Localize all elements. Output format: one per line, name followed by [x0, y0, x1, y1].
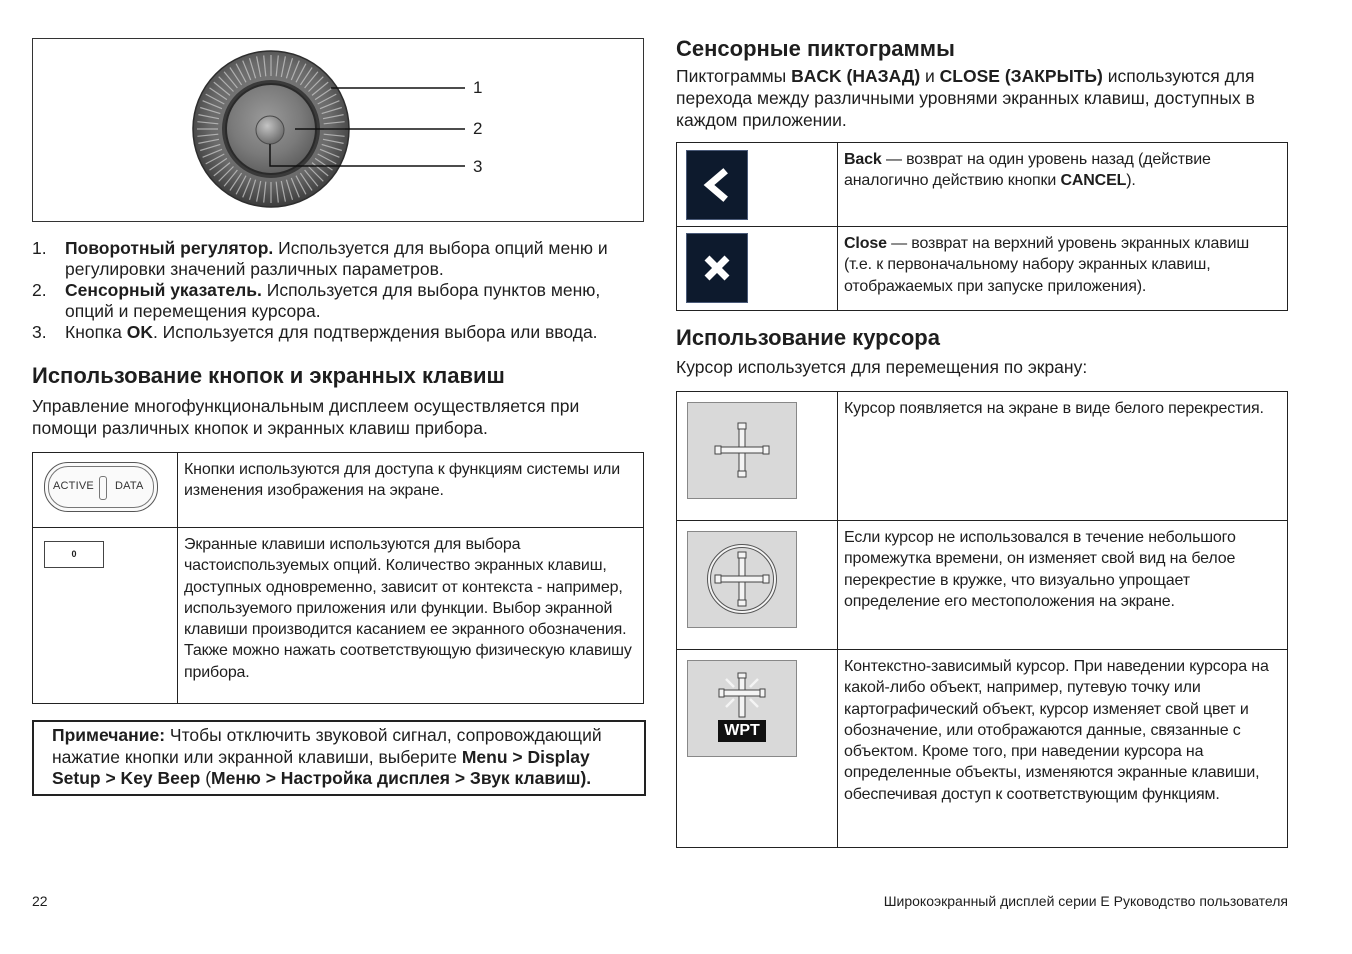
note-text: ( [200, 768, 212, 788]
menu-path-en: Menu > Display Setup > Key Beep [52, 746, 590, 788]
list-number: 3. [32, 322, 47, 342]
data-label: DATA [115, 480, 144, 492]
left-column [32, 38, 644, 796]
description-cell: Back — возврат на один уровень назад (действие аналогично действию кнопки CANCEL). [838, 143, 1288, 227]
list-number: 1. [32, 238, 47, 258]
touch-icons-table [676, 142, 1288, 311]
description-cell: Если курсор не использовался в течение небольшого промежутка времени, он изменяет свой вид на белое перекрестие в кружке, что визуально упрощает определение его местоположения на экране. [838, 521, 1288, 650]
description-cell: Close — возврат на верхний уровень экранных клавиш (т.е. к первоначальному набору экранных клавиш, отображаемых при запуске приложения). [838, 227, 1288, 311]
section-heading: Сенсорные пиктограммы [676, 36, 955, 61]
list-item [32, 238, 644, 280]
section-heading: Использование кнопок и экранных клавиш [32, 363, 505, 388]
table-row [677, 227, 1288, 311]
table-row [33, 453, 644, 528]
controls-list [32, 238, 644, 343]
list-number: 2. [32, 280, 47, 300]
table-row [33, 528, 644, 704]
cursor-table [676, 391, 1288, 848]
buttons-table [32, 452, 644, 704]
section-intro: Курсор используется для перемещения по экрану: [676, 357, 1088, 377]
active-label: ACTIVE [53, 480, 94, 492]
section-intro: Управление многофункциональным дисплеем осуществляется при помощи различных кнопок и экранных клавиш прибора. [32, 396, 580, 438]
description-cell: Курсор появляется на экране в виде белого перекрестия. [838, 392, 1288, 521]
page-number: 22 [32, 893, 48, 909]
list-text: Кнопка [65, 322, 127, 342]
list-term: Сенсорный указатель. [65, 280, 262, 300]
back-chevron-icon [686, 150, 748, 220]
icon-cell [677, 143, 838, 227]
rotary-control-illustration [33, 39, 643, 221]
list-text: . Используется для подтверждения выбора или ввода. [152, 322, 598, 342]
note-label: Примечание: [52, 725, 166, 745]
description-cell: Контекстно-зависимый курсор. При наведении курсора на какой-либо объект, например, путевую точку или картографический объект, курсор изменяет свой цвет и обозначение, или отображаются данные, связанные с объектом. Кроме того, при наведении курсора на определенные объекты, изменяются экранные клавиши, обеспечивая доступ к соответствующим функциям. [838, 650, 1288, 848]
callout-1: 1 [473, 78, 483, 97]
description-cell: Кнопки используются для доступа к функциям системы или изменения изображения на экране. [178, 453, 644, 528]
section-heading: Использование курсора [676, 325, 940, 350]
wpt-cursor-icon [687, 660, 797, 757]
icon-cell [33, 453, 178, 528]
icon-cell [677, 650, 838, 848]
section-intro: Пиктограммы BACK (НАЗАД) и CLOSE (ЗАКРЫТЬ) используются для перехода между различными уровнями экранных клавиш, доступных в каждом приложении. [676, 66, 1255, 130]
icon-cell [33, 528, 178, 704]
list-item [32, 322, 644, 343]
table-row [677, 521, 1288, 650]
table-row [677, 650, 1288, 848]
icon-cell [677, 521, 838, 650]
close-x-icon [686, 233, 748, 303]
list-text: Используется для выбора пунктов меню, опций и перемещения курсора. [65, 280, 601, 321]
right-column [676, 36, 1288, 848]
footer-title: Широкоэкранный дисплей серии E Руководство пользователя [883, 893, 1288, 909]
callout-3: 3 [473, 157, 483, 176]
icon-cell [677, 227, 838, 311]
list-text: Используется для выбора опций меню и регулировки значений различных параметров. [65, 238, 608, 279]
description-cell: Экранные клавиши используются для выбора частоиспользуемых опций. Количество экранных клавиш, доступных одновременно, зависит от контекста - например, используемого приложения или функции. Выбор экранной клавиши производится касанием ее экранного обозначения. Также можно нажать соответствующую физическую клавишу прибора. [178, 528, 644, 704]
list-term: OK [126, 322, 153, 342]
rotary-control-figure [32, 38, 644, 222]
list-item [32, 280, 644, 322]
menu-path-ru: Меню > Настройка дисплея > Звук клавиш). [211, 768, 592, 788]
circled-crosshair-cursor-icon [687, 531, 797, 628]
icon-cell [677, 392, 838, 521]
list-term: Поворотный регулятор. [65, 238, 274, 258]
wpt-badge: WPT [724, 722, 760, 739]
crosshair-cursor-icon [687, 402, 797, 499]
softkey-icon: 0 [44, 541, 104, 568]
callout-2: 2 [473, 119, 483, 138]
note-box [32, 720, 646, 796]
active-data-buttons-icon [44, 462, 158, 512]
table-row [677, 143, 1288, 227]
note-text: Чтобы отключить звуковой сигнал, сопровождающий нажатие кнопки или экранной клавиши, выберите [52, 725, 602, 767]
table-row [677, 392, 1288, 521]
